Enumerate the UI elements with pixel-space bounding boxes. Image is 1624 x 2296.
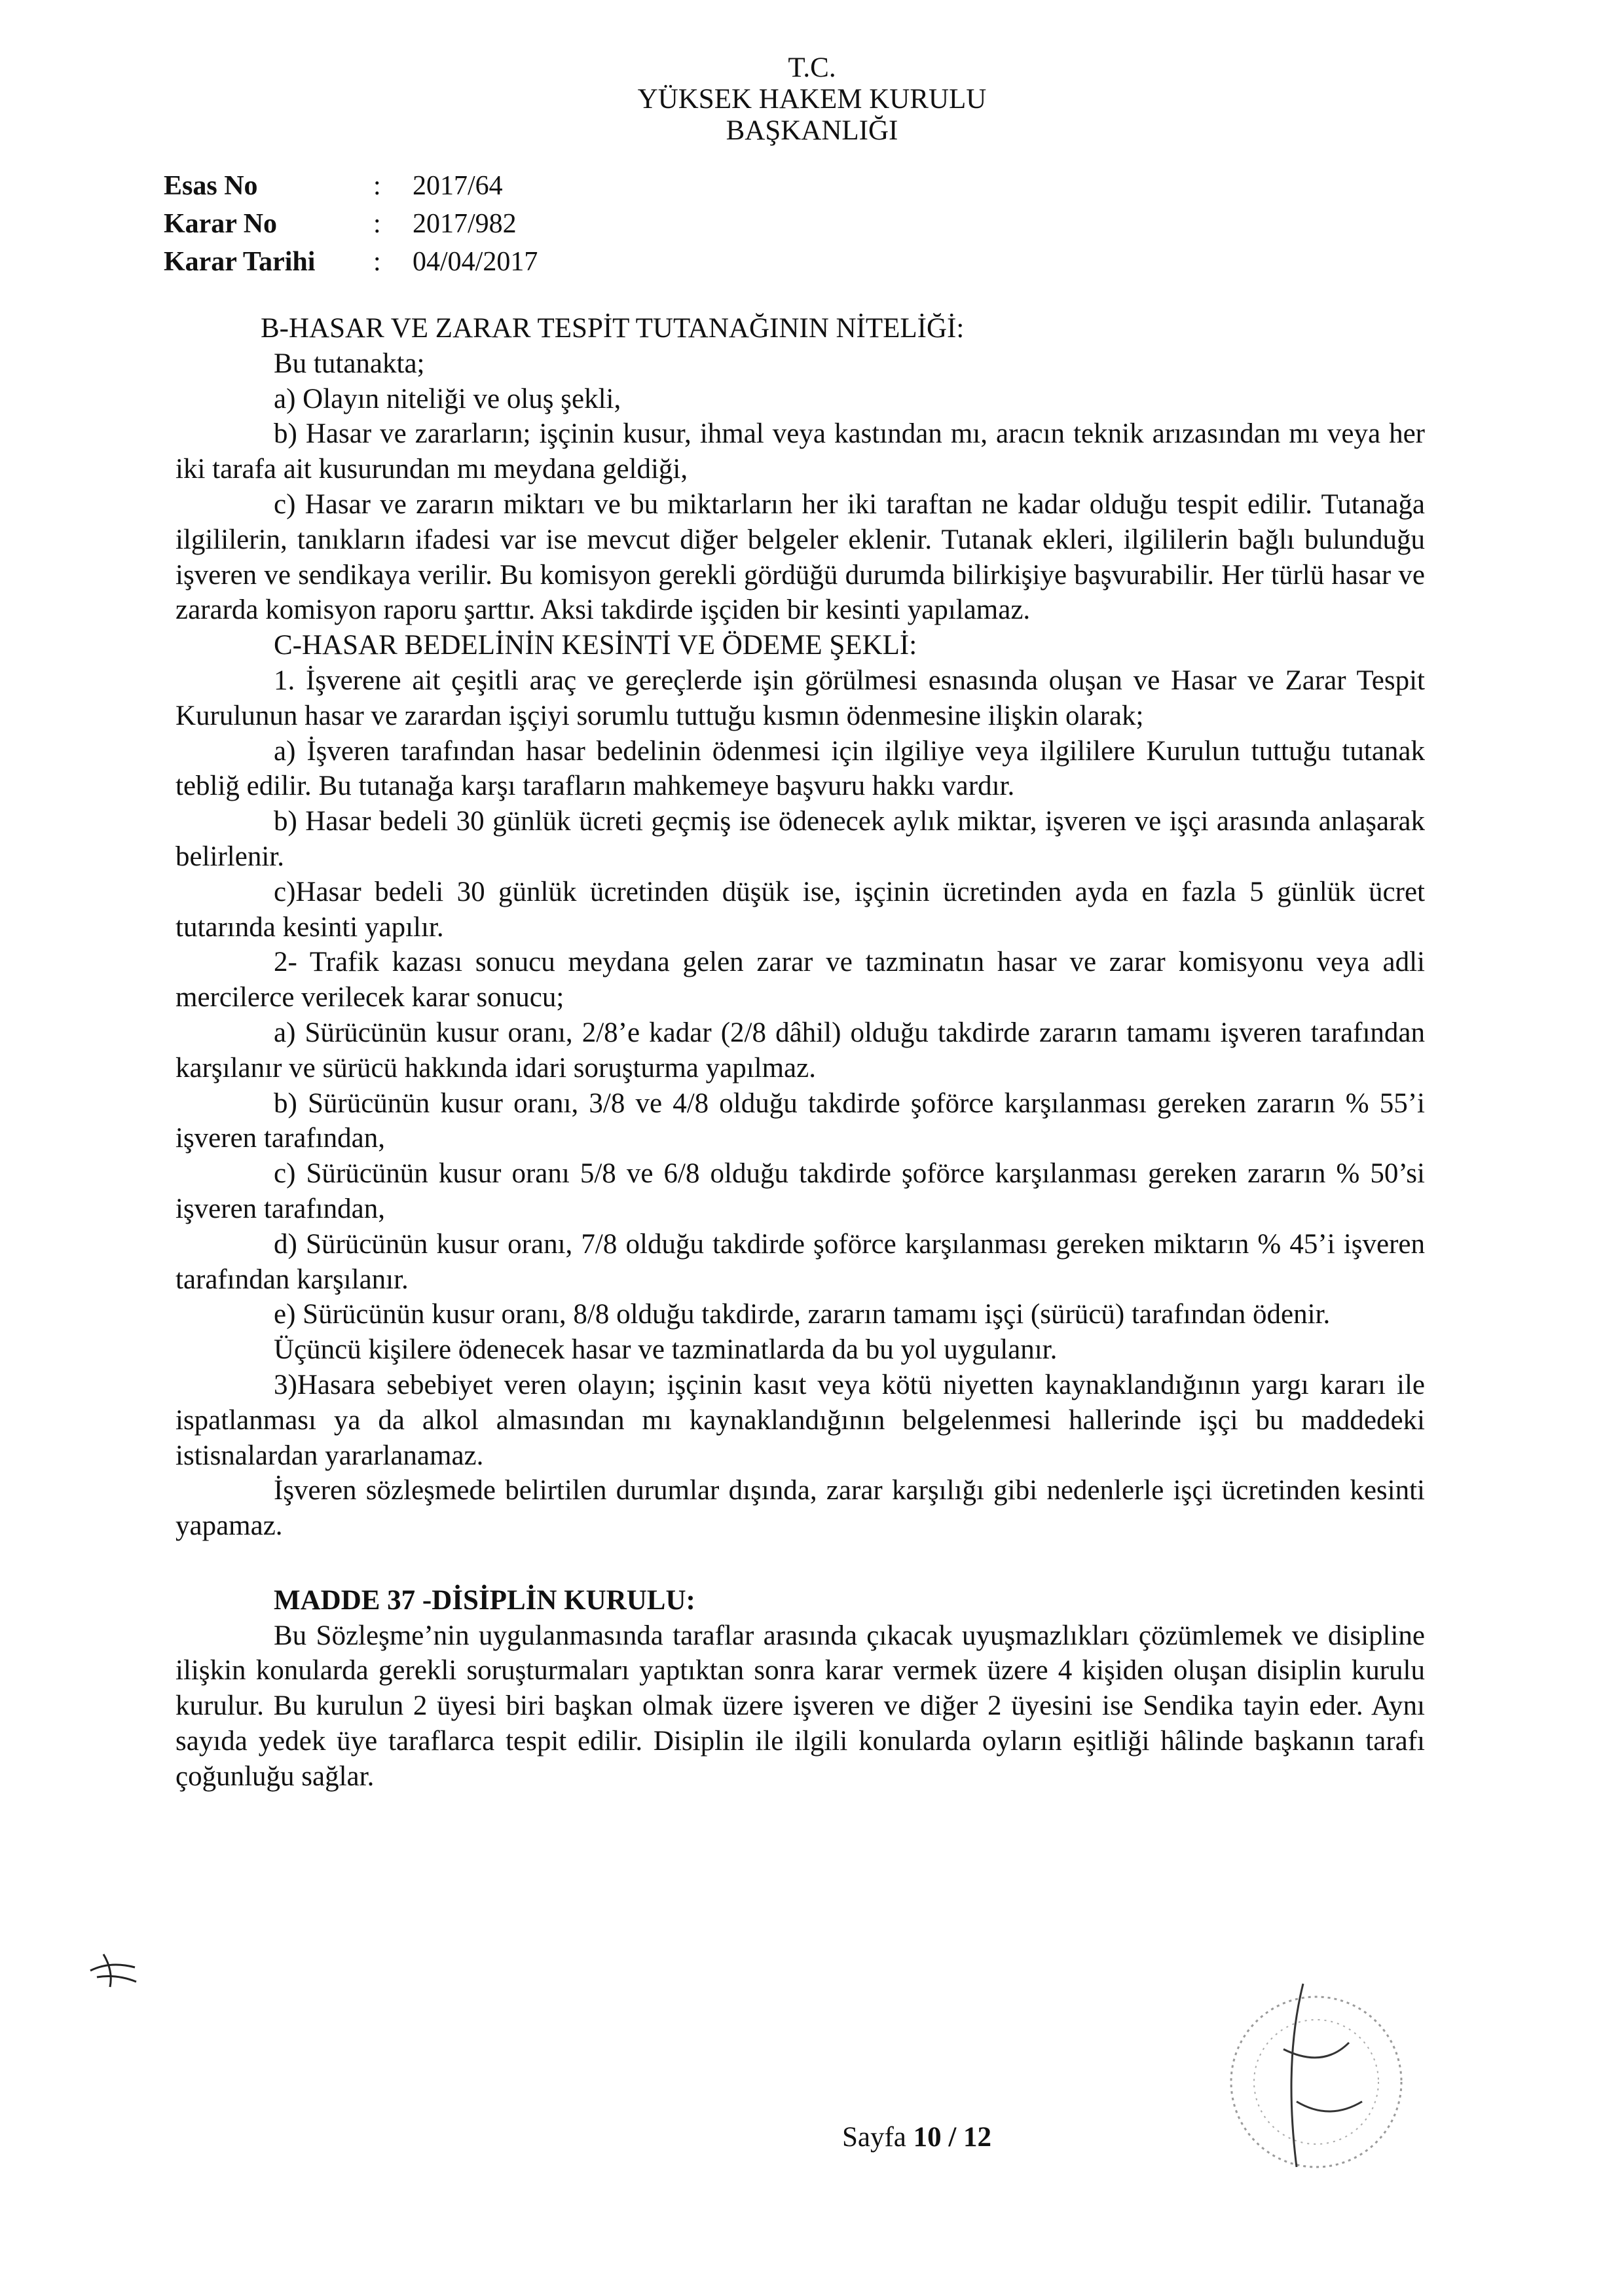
paragraph: b) Hasar ve zararların; işçinin kusur, ihmal veya kastından mı, aracın teknik arızasından mı veya her iki tarafa ait kusurundan mı meydana geldiği, [175, 418, 1425, 485]
meta-karar-row [164, 205, 538, 243]
esas-colon: : [373, 171, 381, 201]
tarih-colon: : [373, 247, 381, 277]
tarih-value: 04/04/2017 [413, 247, 538, 277]
page-footer [720, 2121, 1113, 2153]
paragraph: Üçüncü kişilere ödenecek hasar ve tazminatlarda da bu yol uygulanır. [274, 1334, 1058, 1366]
paragraph: a) İşveren tarafından hasar bedelinin ödenmesi için ilgiliye veya ilgililere Kurulun tuttuğu tutanak tebliğ edilir. Bu tutanağa karşı tarafların mahkemeye başvuru hakkı vardır. [175, 735, 1425, 802]
section-heading-b: B-HASAR VE ZARAR TESPİT TUTANAĞININ NİTELİĞİ: [261, 313, 965, 344]
margin-initial-signature [84, 1941, 143, 1994]
paragraph: a) Olayın niteliği ve oluş şekli, [274, 383, 621, 414]
meta-tarih-row [164, 243, 538, 281]
spacer [274, 1544, 1425, 1583]
paragraph: b) Hasar bedeli 30 günlük ücreti geçmiş ise ödenecek aylık miktar, işveren ve işçi arasında anlaşarak belirlenir. [175, 806, 1425, 872]
paragraph: a) Sürücünün kusur oranı, 2/8’e kadar (2/8 dâhil) olduğu takdirde zararın tamamı işveren tarafından karşılanır ve sürücü hakkında idari soruşturma yapılmaz. [175, 1017, 1425, 1084]
header-tc: T.C. [788, 52, 836, 83]
paragraph: b) Sürücünün kusur oranı, 3/8 ve 4/8 olduğu takdirde şoförce karşılanması gereken zararın % 55’i işveren tarafından, [175, 1087, 1425, 1154]
meta-esas-row [164, 167, 538, 205]
esas-label: Esas No [164, 171, 258, 201]
paragraph: Bu tutanakta; [274, 348, 425, 379]
esas-value: 2017/64 [413, 171, 503, 201]
paragraph: c) Sürücünün kusur oranı 5/8 ve 6/8 olduğu takdirde şoförce karşılanması gereken zararın % 50’si işveren tarafından, [175, 1158, 1425, 1224]
tarih-label: Karar Tarihi [164, 247, 316, 277]
paragraph: 3)Hasara sebebiyet veren olayın; işçinin kasıt veya kötü niyetten kaynaklandığının yargı kararı ile ispatlanması ya da alkol almasından mı kaynaklandığının belgelenmesi hallerinde işçi bu maddedeki istisnalardan yararlanamaz. [175, 1369, 1425, 1471]
karar-colon: : [373, 209, 381, 239]
header-institution: YÜKSEK HAKEM KURULU [637, 84, 987, 115]
paragraph: 1. İşverene ait çeşitli araç ve gereçlerde işin görülmesi esnasında oluşan ve Hasar ve Zarar Tespit Kurulunun hasar ve zarardan işçiyi sorumlu tuttuğu kısmın ödenmesine ilişkin olarak; [175, 665, 1425, 731]
page-label: Sayfa [841, 2122, 906, 2153]
paragraph: İşveren sözleşmede belirtilen durumlar dışında, zarar karşılığı gibi nedenlerle işçi ücretinden kesinti yapamaz. [175, 1475, 1425, 1542]
section-heading-c: C-HASAR BEDELİNİN KESİNTİ VE ÖDEME ŞEKLİ: [274, 630, 917, 661]
karar-label: Karar No [164, 209, 278, 239]
document-body [175, 311, 1425, 1795]
case-meta [164, 167, 538, 281]
paragraph: d) Sürücünün kusur oranı, 7/8 olduğu takdirde şoförce karşılanması gereken miktarın % 45’i işveren tarafından karşılanır. [175, 1228, 1425, 1295]
document-header [563, 52, 1061, 147]
paragraph: 2- Trafik kazası sonucu meydana gelen zarar ve tazminatın hasar ve zarar komisyonu veya adli mercilerce verilecek karar sonucu; [175, 947, 1425, 1013]
karar-value: 2017/982 [413, 209, 517, 239]
page-number: 10 / 12 [913, 2122, 992, 2153]
article-heading: MADDE 37 -DİSİPLİN KURULU: [274, 1584, 695, 1616]
paragraph: e) Sürücünün kusur oranı, 8/8 olduğu takdirde, zararın tamamı işçi (sürücü) tarafından ödenir. [274, 1299, 1331, 1330]
header-department: BAŞKANLIĞI [726, 115, 898, 146]
paragraph: c)Hasar bedeli 30 günlük ücretinden düşük ise, işçinin ücretinden ayda en fazla 5 günlük ücret tutarında kesinti yapılır. [175, 876, 1425, 943]
paragraph: c) Hasar ve zararın miktarı ve bu miktarların her iki taraftan ne kadar olduğu tespit edilir. Tutanağa ilgililerin, tanıkların ifadesi var ise mevcut diğer belgeler eklenir. Tutanak ekleri, ilgililerin bağlı bulunduğu işveren ve sendikaya verilir. Bu komisyon gerekli gördüğü durumda bilirkişiye başvurabilir. Her türlü hasar ve zararda komisyon raporu şarttır. Aksi takdirde işçiden bir kesinti yapılamaz. [175, 488, 1425, 626]
official-seal-stamp [1185, 1971, 1421, 2180]
paragraph: Bu Sözleşme’nin uygulanmasında taraflar arasında çıkacak uyuşmazlıkları çözümlemek ve disipline ilişkin konularda gerekli soruşturmaları yaptıktan sonra karar vermek üzere 4 kişiden oluşan disiplin kurulu kurulur. Bu kurulun 2 üyesi biri başkan olmak üzere işveren ve diğer 2 üyesini ise Sendika tayin eder. Aynı sayıda yedek üye taraflarca tespit edilir. Disiplin ile ilgili konularda oyların eşitliği hâlinde başkanın tarafı çoğunluğu sağlar. [175, 1620, 1425, 1792]
